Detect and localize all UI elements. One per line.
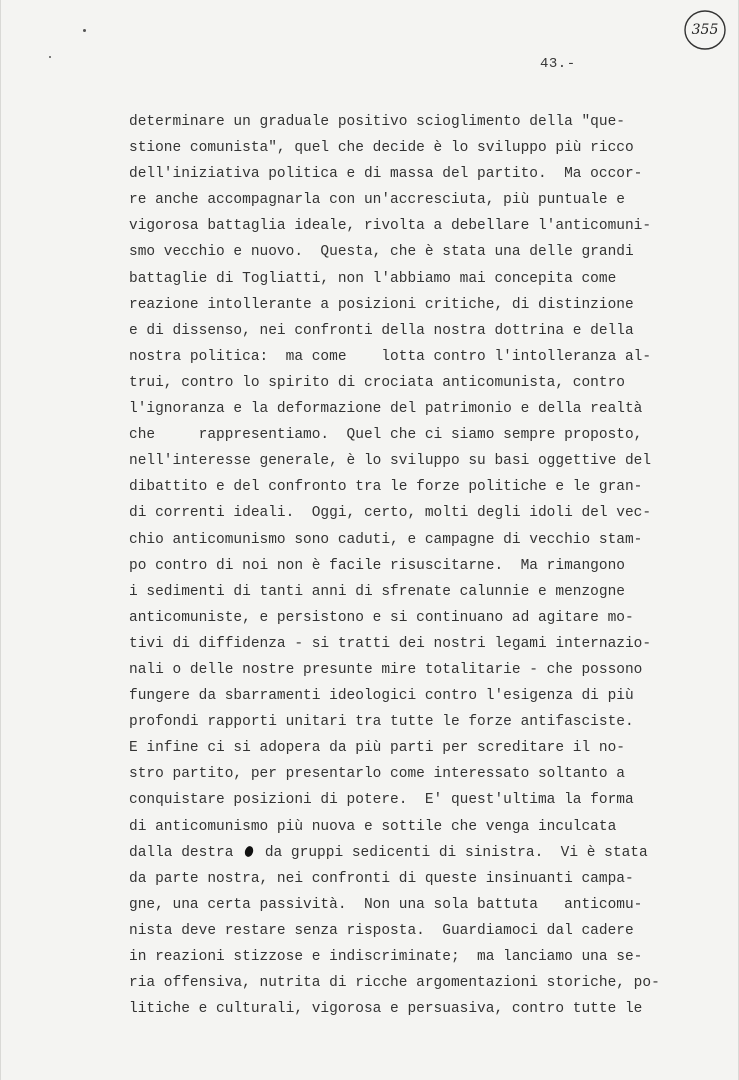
page-number: 43.- bbox=[540, 56, 576, 72]
text-line: determinare un graduale positivo scioglimento della "que- bbox=[129, 114, 625, 130]
text-line: dibattito e del confronto tra le forze politiche e le gran- bbox=[129, 479, 643, 496]
text-line: e di dissenso, nei confronti della nostra dottrina e della bbox=[129, 322, 634, 339]
text-line: vigorosa battaglia ideale, rivolta a debellare l'anticomuni- bbox=[129, 218, 652, 235]
text-line: chio anticomunismo sono caduti, e campagne di vecchio stam- bbox=[129, 531, 643, 548]
text-line: l'ignoranza e la deformazione del patrimonio e della realtà bbox=[129, 401, 643, 418]
text-line: dell'iniziativa politica e di massa del partito. Ma occor- bbox=[129, 166, 643, 183]
text-line: nostra politica: ma come lotta contro l'intolleranza al- bbox=[129, 348, 652, 365]
scan-speck bbox=[49, 56, 51, 58]
text-segment: dalla destra bbox=[129, 844, 243, 861]
text-line: nista deve restare senza risposta. Guardiamoci dal cadere bbox=[129, 922, 634, 939]
text-line: smo vecchio e nuovo. Questa, che è stata una delle grandi bbox=[129, 244, 634, 261]
text-line: po contro di noi non è facile risuscitarne. Ma rimangono bbox=[129, 557, 625, 574]
text-line: stione comunista", quel che decide è lo sviluppo più ricco bbox=[129, 140, 634, 157]
text-line: conquistare posizioni di potere. E' quest'ultima la forma bbox=[129, 792, 634, 809]
scan-speck bbox=[83, 29, 86, 32]
ink-blot-mark bbox=[243, 845, 254, 858]
text-line: in reazioni stizzose e indiscriminate; ma lanciamo una se- bbox=[129, 949, 643, 965]
text-line: litiche e culturali, vigorosa e persuasiva, contro tutte le bbox=[129, 1001, 643, 1018]
text-line: trui, contro lo spirito di crociata anticomunista, contro bbox=[129, 374, 625, 391]
text-line: ria offensiva, nutrita di ricche argomentazioni storiche, po- bbox=[129, 975, 660, 992]
text-line: anticomuniste, e persistono e si continuano ad agitare mo- bbox=[129, 609, 634, 626]
text-line: di correnti ideali. Oggi, certo, molti degli idoli del vec- bbox=[129, 505, 652, 522]
text-line: nell'interesse generale, è lo sviluppo su basi oggettive del bbox=[129, 453, 652, 470]
text-line: E infine ci si adopera da più parti per screditare il no- bbox=[129, 740, 625, 757]
text-segment: da gruppi sedicenti di sinistra. Vi è stata bbox=[256, 844, 648, 861]
body-text bbox=[129, 109, 689, 1022]
text-line: nali o delle nostre presunte mire totalitarie - che possono bbox=[129, 661, 643, 678]
text-line: reazione intollerante a posizioni critiche, di distinzione bbox=[129, 296, 634, 313]
archive-number: 355 bbox=[691, 22, 719, 38]
archive-stamp bbox=[683, 8, 727, 52]
text-line: fungere da sbarramenti ideologici contro l'esigenza di più bbox=[129, 688, 634, 705]
text-line: i sedimenti di tanti anni di sfrenate calunnie e menzogne bbox=[129, 583, 625, 600]
text-line-with-ink-blot bbox=[129, 840, 689, 866]
text-line: gne, una certa passività. Non una sola battuta anticomu- bbox=[129, 896, 643, 913]
text-line: che rappresentiamo. Quel che ci siamo sempre proposto, bbox=[129, 427, 643, 444]
text-line: di anticomunismo più nuova e sottile che venga inculcata bbox=[129, 818, 617, 835]
text-line: stro partito, per presentarlo come interessato soltanto a bbox=[129, 766, 625, 783]
text-line: battaglie di Togliatti, non l'abbiamo mai concepita come bbox=[129, 270, 617, 287]
text-line: re anche accompagnarla con un'accresciuta, più puntuale e bbox=[129, 192, 625, 209]
text-line: da parte nostra, nei confronti di queste insinuanti campa- bbox=[129, 870, 634, 887]
text-line: tivi di diffidenza - si tratti dei nostri legami internazio- bbox=[129, 635, 652, 652]
text-line: profondi rapporti unitari tra tutte le forze antifasciste. bbox=[129, 714, 634, 731]
